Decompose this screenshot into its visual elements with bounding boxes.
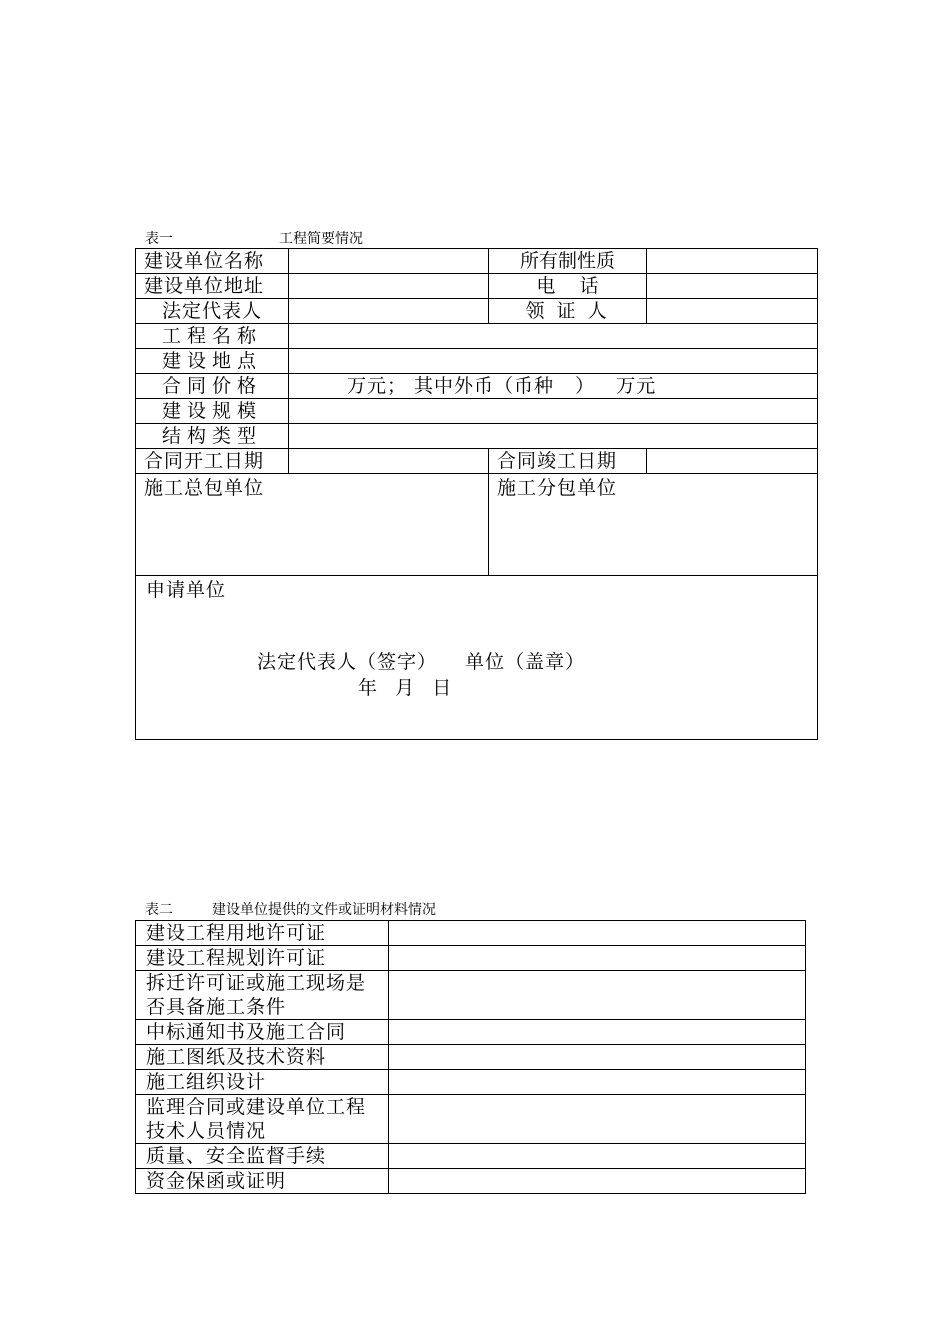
subcontractor-cell <box>489 474 818 576</box>
table-row <box>136 374 818 399</box>
legal-rep-label: 法定代表人 <box>136 299 289 324</box>
table-row <box>136 399 818 424</box>
collector-value <box>647 299 818 324</box>
document-value <box>389 921 806 946</box>
ownership-type-label: 所有制性质 <box>489 249 647 274</box>
end-date-label: 合同竣工日期 <box>489 449 647 474</box>
phone-value <box>647 274 818 299</box>
phone-label: 电 话 <box>489 274 647 299</box>
owner-name-value <box>289 249 489 274</box>
table-row <box>136 1144 806 1169</box>
contract-price-value: 万元； 其中外币（币种 ） 万元 <box>289 374 818 399</box>
start-date-value <box>289 449 488 473</box>
subcontractor-label: 施工分包单位 <box>497 477 618 499</box>
document-label: 施工图纸及技术资料 <box>136 1045 389 1070</box>
table-row <box>136 921 806 946</box>
document-label: 拆迁许可证或施工现场是否具备施工条件 <box>136 971 389 1020</box>
table-row <box>136 249 818 274</box>
table-row <box>136 299 818 324</box>
table-row <box>136 474 818 576</box>
document-value <box>389 1020 806 1045</box>
table-row <box>136 576 818 740</box>
document-value <box>389 1169 806 1194</box>
legal-rep-value <box>289 299 489 324</box>
documents-table <box>135 920 806 1194</box>
site-label: 建设地点 <box>136 349 289 374</box>
document-value <box>389 1070 806 1095</box>
applicant-label: 申请单位 <box>146 579 227 601</box>
owner-address-label: 建设单位地址 <box>136 274 289 299</box>
table-row <box>136 946 806 971</box>
structure-value <box>289 424 818 449</box>
document-label: 建设工程规划许可证 <box>136 946 389 971</box>
table-row <box>136 1070 806 1095</box>
applicant-cell <box>136 576 818 740</box>
start-date-label: 合同开工日期 <box>136 449 289 473</box>
ownership-type-value <box>647 249 818 274</box>
document-label: 建设工程用地许可证 <box>136 921 389 946</box>
table-row <box>136 1045 806 1070</box>
table2-caption-no: 表二 <box>145 902 173 918</box>
table2-caption-title: 建设单位提供的文件或证明材料情况 <box>212 902 436 918</box>
table-row <box>136 1020 806 1045</box>
owner-name-label: 建设单位名称 <box>136 249 289 274</box>
table-row <box>136 1095 806 1144</box>
table-row <box>136 424 818 449</box>
table-row <box>136 324 818 349</box>
general-contractor-label: 施工总包单位 <box>144 477 265 499</box>
table-row <box>136 971 806 1020</box>
table-row <box>136 1169 806 1194</box>
contract-price-label: 合同价格 <box>136 374 289 399</box>
general-contractor-cell <box>136 474 489 576</box>
document-value <box>389 946 806 971</box>
project-summary-table <box>135 248 818 740</box>
document-label: 施工组织设计 <box>136 1070 389 1095</box>
start-date-cell <box>136 449 489 474</box>
structure-label: 结构类型 <box>136 424 289 449</box>
date-line: 年 月 日 <box>358 677 452 699</box>
scale-label: 建设规模 <box>136 399 289 424</box>
collector-label: 领 证 人 <box>489 299 647 324</box>
table-row <box>136 274 818 299</box>
end-date-value <box>647 449 818 474</box>
document-label: 监理合同或建设单位工程技术人员情况 <box>136 1095 389 1144</box>
table-row <box>136 449 818 474</box>
document-value <box>389 1095 806 1144</box>
document-value <box>389 971 806 1020</box>
document-value <box>389 1045 806 1070</box>
table1-caption-no: 表一 <box>145 231 173 247</box>
project-name-value <box>289 324 818 349</box>
signature-line: 法定代表人（签字） 单位（盖章） <box>257 651 586 673</box>
document-label: 中标通知书及施工合同 <box>136 1020 389 1045</box>
document-label: 质量、安全监督手续 <box>136 1144 389 1169</box>
table1-caption-title: 工程简要情况 <box>279 231 363 247</box>
scale-value <box>289 399 818 424</box>
document-label: 资金保函或证明 <box>136 1169 389 1194</box>
site-value <box>289 349 818 374</box>
table-row <box>136 349 818 374</box>
owner-address-value <box>289 274 489 299</box>
project-name-label: 工程名称 <box>136 324 289 349</box>
document-value <box>389 1144 806 1169</box>
